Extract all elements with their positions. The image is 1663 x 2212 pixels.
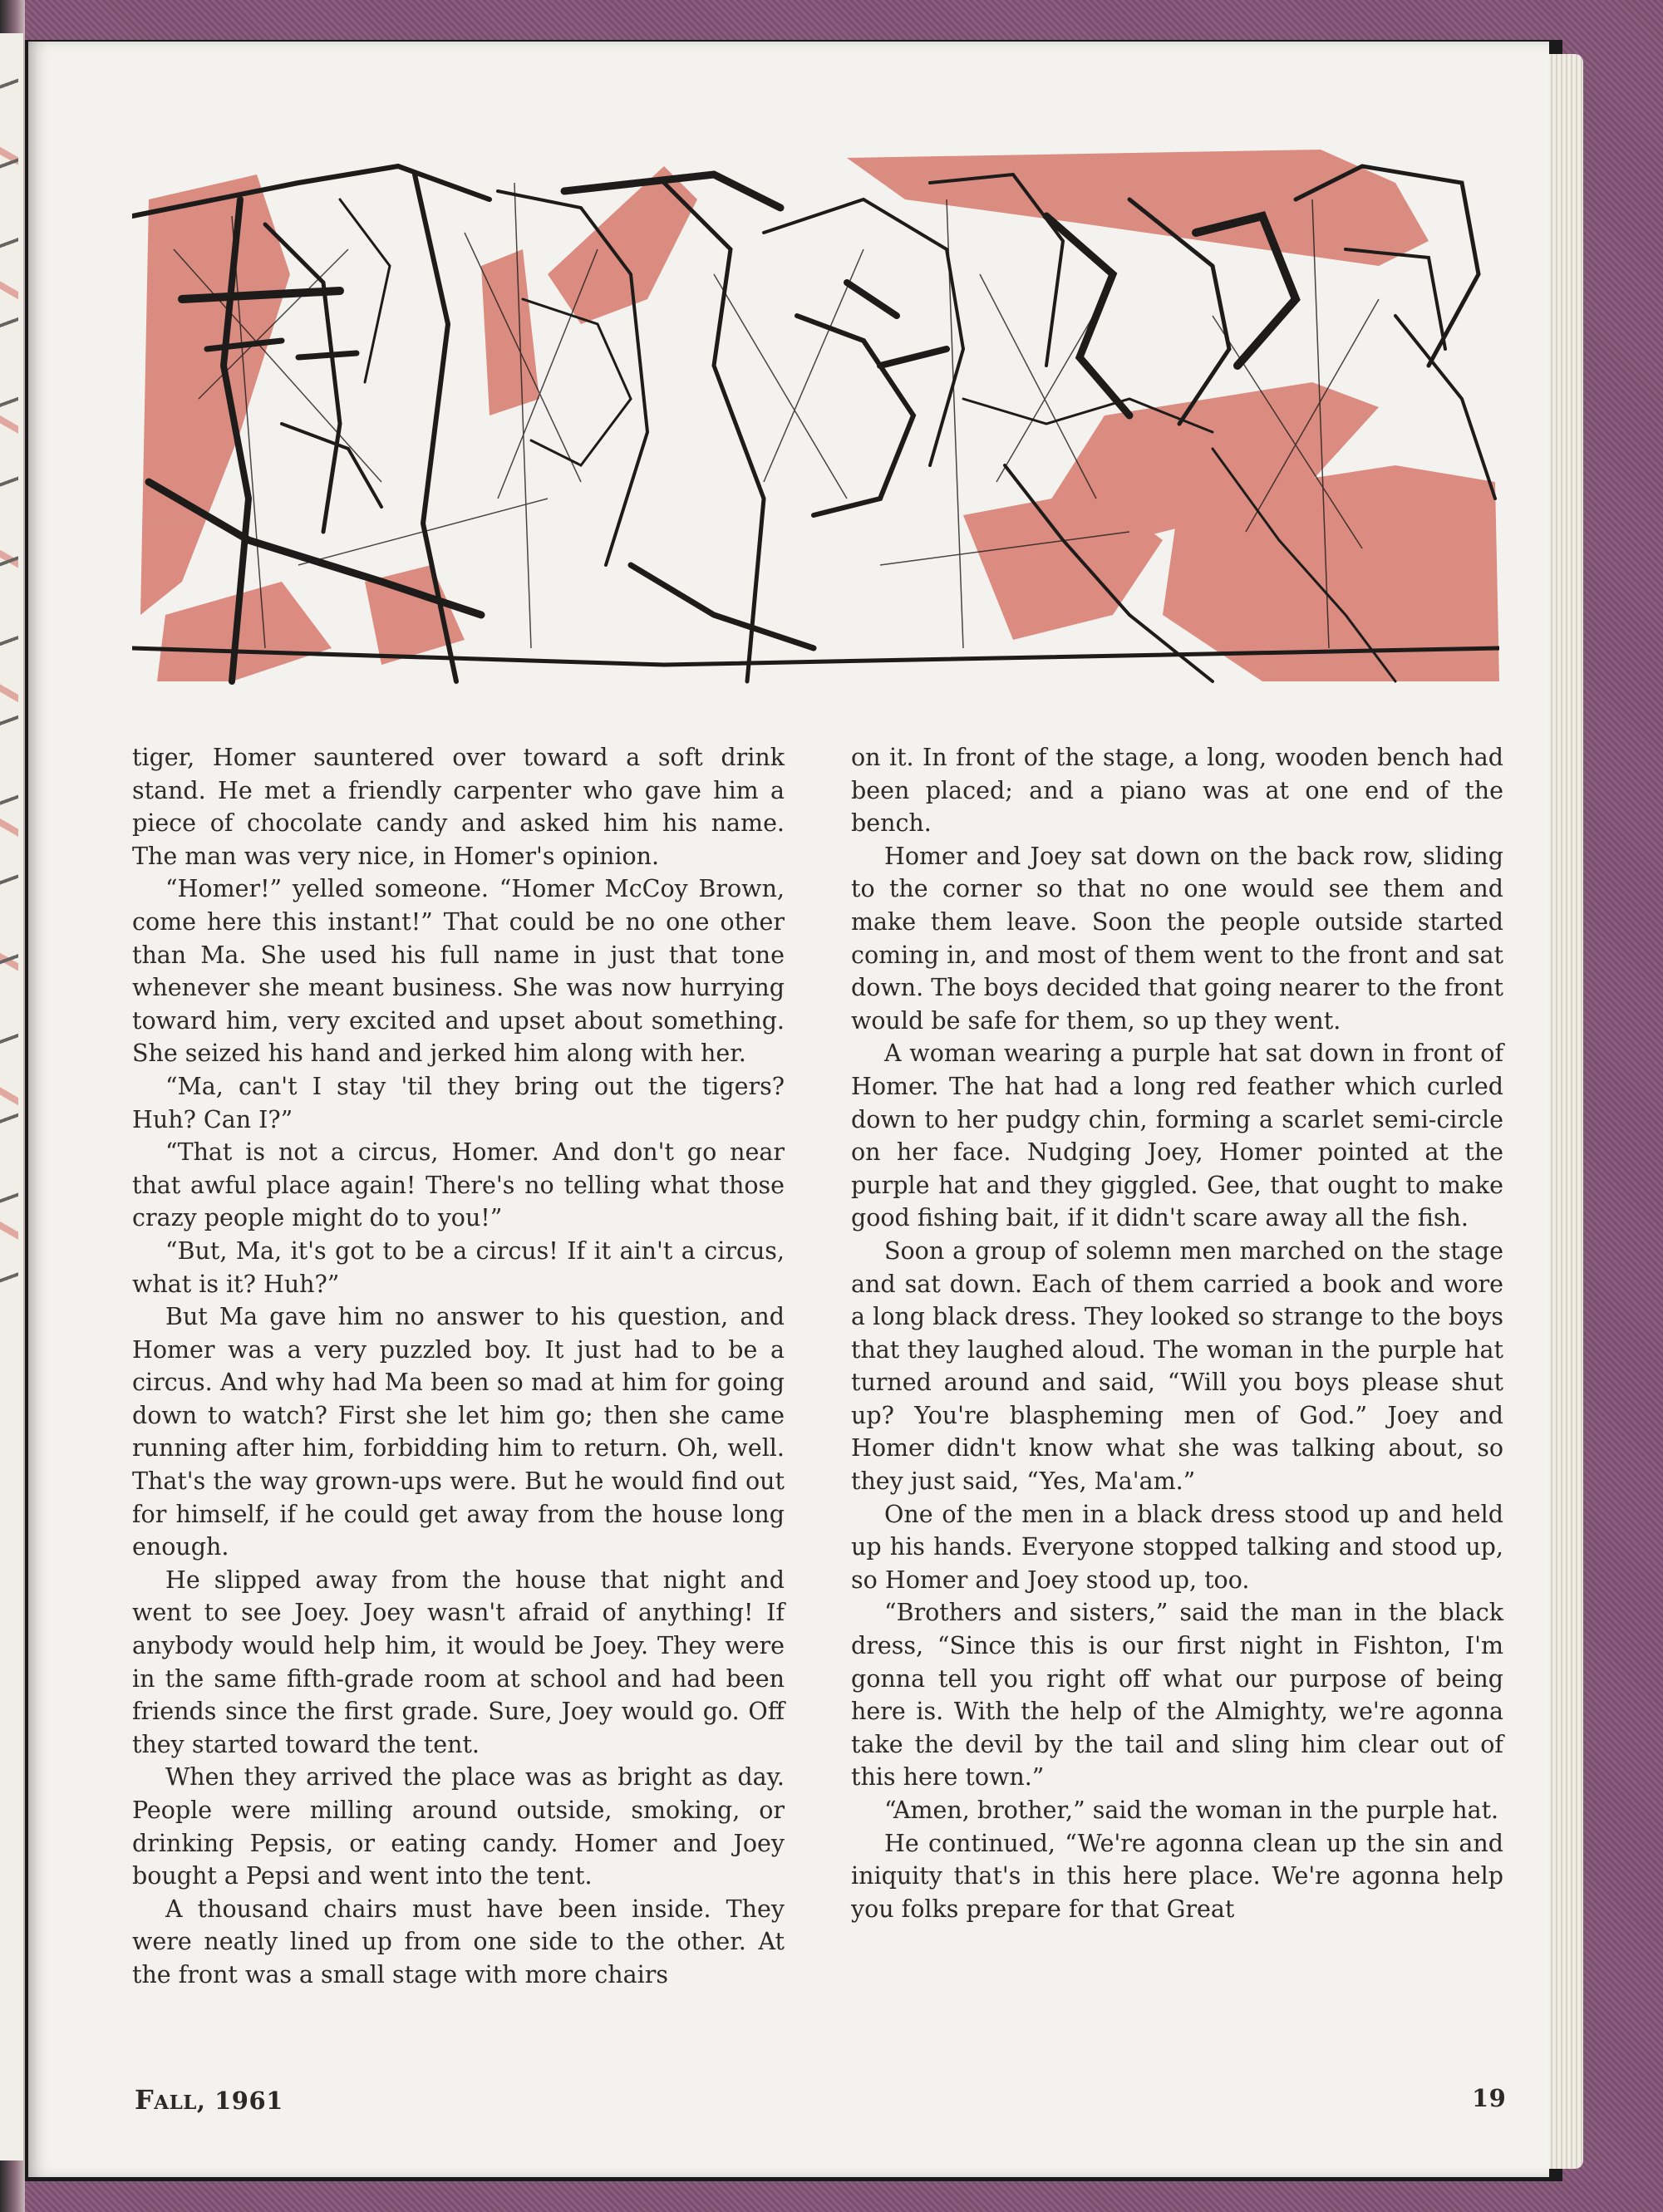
paragraph: He continued, “We're agonna clean up the sin and iniquity that's in this here place. We're agonna help you folks prepare for that Great: [851, 1829, 1503, 1923]
abstract-figures-ink-icon: [132, 150, 1499, 686]
paragraph: A woman wearing a purple hat sat down in front of Homer. The hat had a long red feather which curled down to her pudgy chin, forming a scarlet semi-circle on her face. Nudging Joey, Homer pointed at the purple hat and they giggled. Gee, that ought to make good fishing bait, if it didn't scare away all the fish.: [851, 1040, 1503, 1232]
paragraph: One of the men in a black dress stood up and held up his hands. Everyone stopped talking and stood up, so Homer and Joey stood up, too.: [851, 1500, 1503, 1594]
book-cover-bottom: [25, 2181, 1663, 2212]
paragraph: When they arrived the place was as bright as day. People were milling around outside, smoking, or drinking Pepsis, or eating candy. Homer and Joey bought a Pepsi and went into the tent.: [132, 1763, 785, 1890]
issue-season-rest: ALL: [154, 2092, 197, 2114]
facing-page-illustration-edge: [0, 50, 18, 1296]
text-column-left: [132, 741, 785, 1992]
paragraph: “Ma, can't I stay 'til they bring out the tigers? Huh? Can I?”: [132, 1072, 785, 1133]
paragraph: on it. In front of the stage, a long, wooden bench had been placed; and a piano was at one end of the bench.: [851, 744, 1503, 838]
book-cover-top: [25, 0, 1663, 40]
paragraph: “But, Ma, it's got to be a circus! If it ain't a circus, what is it? Huh?”: [132, 1236, 785, 1298]
issue-date: [135, 2084, 283, 2116]
issue-year: , 1961: [196, 2087, 283, 2115]
paragraph: He slipped away from the house that night and went to see Joey. Joey wasn't afraid of anything! If anybody would help him, it would be Joey. They were in the same fifth-grade room at school and had been friends since the first grade. Sure, Joey would go. Off they started toward the tent.: [132, 1566, 785, 1758]
paragraph: But Ma gave him no answer to his question, and Homer was a very puzzled boy. It just had to be a circus. And why had Ma been so mad at him for going down to watch? First she let him go; then she came running after him, forbidding him to return. Oh, well. That's the way grown-ups were. But he would find out for himself, if he could get away from the house long enough.: [132, 1303, 785, 1561]
paragraph: “That is not a circus, Homer. And don't go near that awful place again! There's no telling what those crazy people might do to you!”: [132, 1138, 785, 1232]
page-number: 19: [1472, 2084, 1507, 2112]
paragraph: “Homer!” yelled someone. “Homer McCoy Brown, come here this instant!” That could be no one other than Ma. She used his full name in just that tone whenever she meant business. She was now hurrying toward him, very excited and upset about something. She seized his hand and jerked him along with her.: [132, 875, 785, 1068]
paragraph: “Brothers and sisters,” said the man in the black dress, “Since this is our first night in Fishton, I'm gonna tell you right off what our purpose of being here is. With the help of the Almighty, we're agonna take the devil by the tail and sling him clear out of this here town.”: [851, 1599, 1503, 1792]
text-column-right: [851, 741, 1503, 1925]
paragraph: Soon a group of solemn men marched on the stage and sat down. Each of them carried a book and wore a long black dress. They looked so strange to the boys that they laughed aloud. The woman in the purple hat turned around and said, “Will you boys please shut up? You're blaspheming men of God.” Joey and Homer didn't know what she was talking about, so they just said, “Yes, Ma'am.”: [851, 1236, 1503, 1496]
paragraph: tiger, Homer sauntered over toward a soft drink stand. He met a friendly carpenter who gave him a piece of chocolate candy and asked him his name. The man was very nice, in Homer's opinion.: [132, 744, 785, 870]
paragraph: “Amen, brother,” said the woman in the purple hat.: [884, 1797, 1499, 1824]
paragraph: A thousand chairs must have been inside. They were neatly lined up from one side to the other. At the front was a small stage with more chairs: [132, 1895, 785, 1988]
abstract-figures-illustration: [132, 150, 1499, 686]
paragraph: Homer and Joey sat down on the back row, sliding to the corner so that no one would see them and make them leave. Soon the people outside started coming in, and most of them went to the front and sat down. The boys decided that going nearer to the front would be safe for them, so up they went.: [851, 842, 1503, 1035]
magazine-page: [28, 42, 1549, 2177]
issue-initial: F: [135, 2084, 155, 2116]
